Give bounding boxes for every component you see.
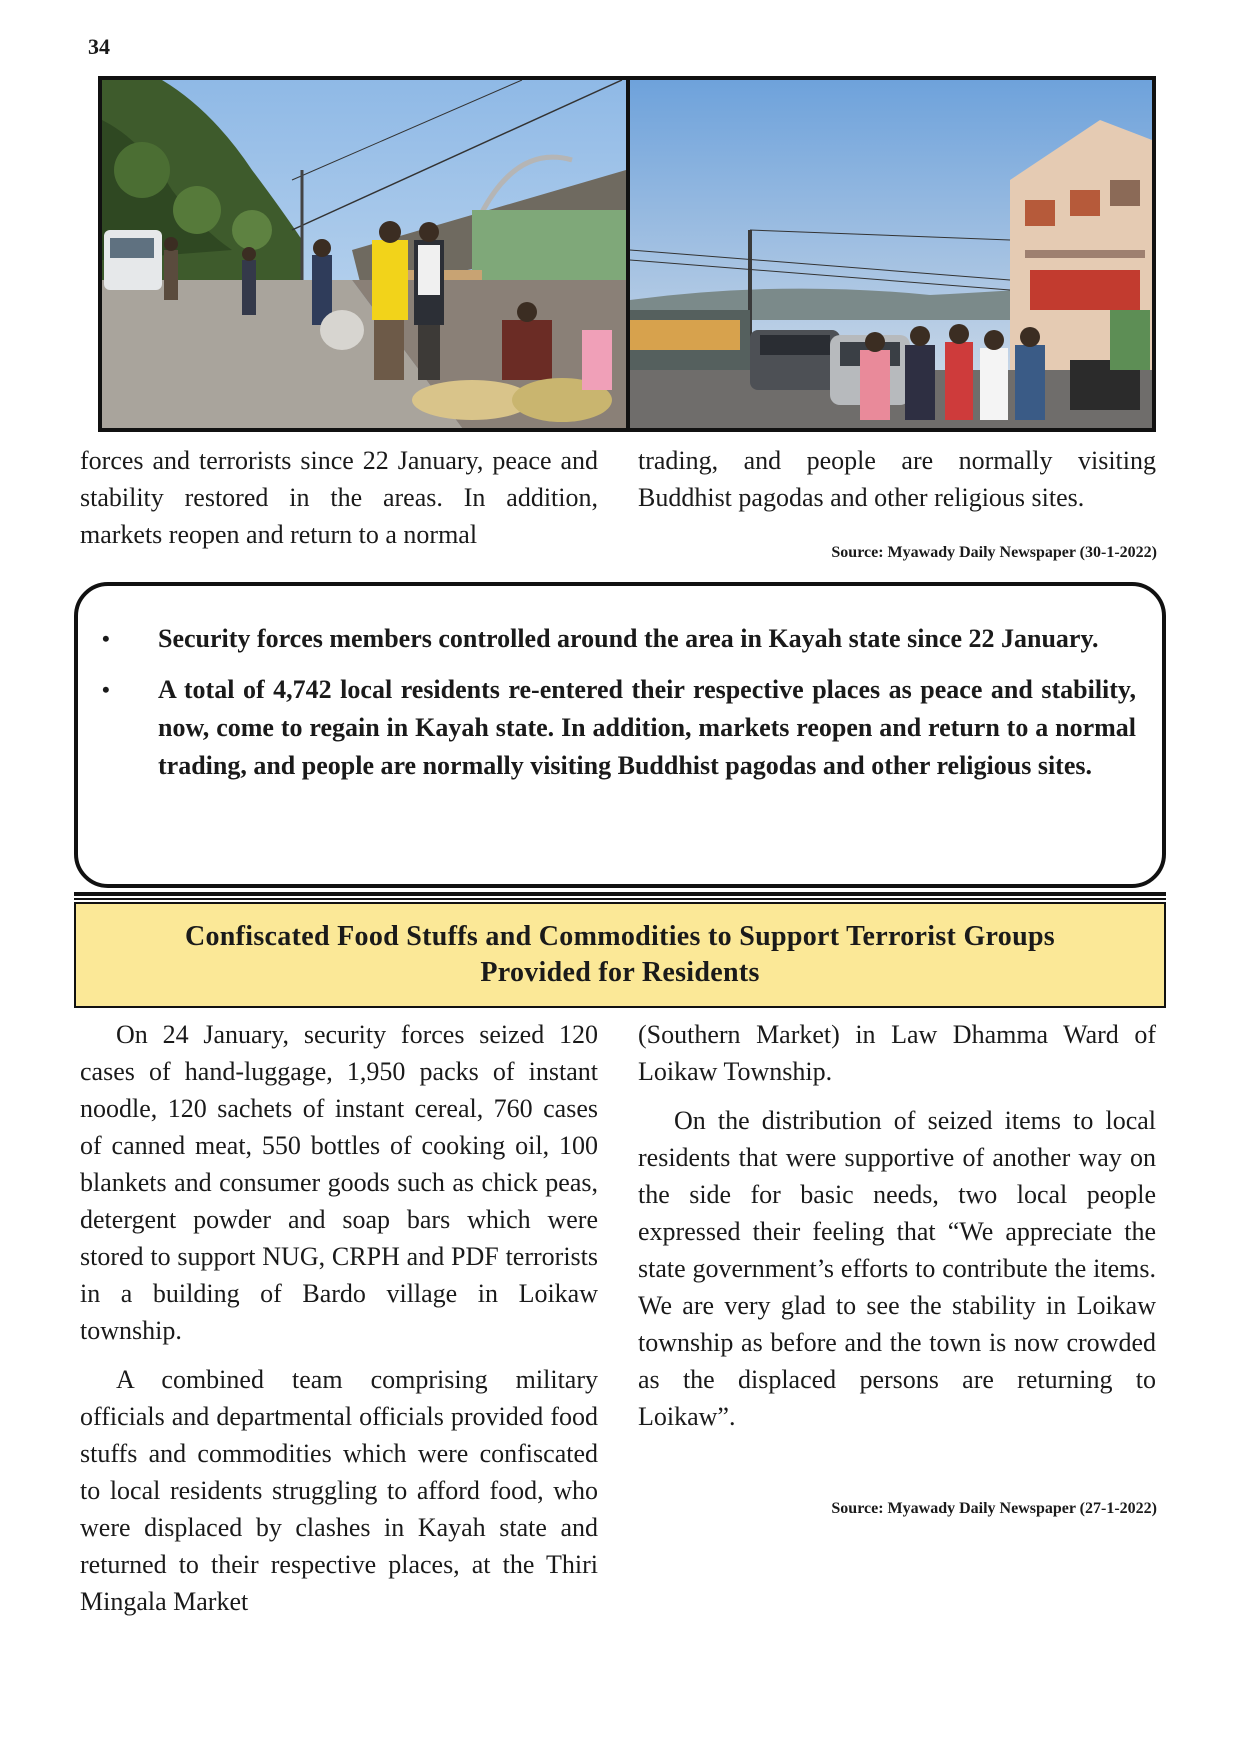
page-number: 34	[88, 34, 110, 59]
article-headline	[74, 902, 1166, 1008]
paragraph: trading, and people are normally visiting Buddhist pagodas and other religious sites.	[638, 446, 1156, 512]
bullet-icon: •	[102, 677, 110, 702]
article-column-right	[638, 1016, 1156, 1447]
paragraph: forces and terrorists since 22 January, peace and stability restored in the areas. In addition, markets reopen and return to a normal	[80, 446, 598, 549]
source-citation: Source: Myawady Daily Newspaper (27-1-2022)	[831, 1500, 1157, 1517]
paragraph: On 24 January, security forces seized 120 cases of hand-luggage, 1,950 packs of instant noodle, 120 sachets of instant cereal, 760 cases of canned meat, 550 bottles of cooking oil, 100 blankets and consumer goods such as chick peas, detergent powder and soap bars which were stored to support NUG, CRPH and PDF terrorists in a building of Bardo village in Loikaw township.	[80, 1020, 598, 1345]
paragraph: On the distribution of seized items to local residents that were supportive of another way on the side for basic needs, two local people expressed their feeling that “We appreciate the state government’s efforts to contribute the items. We are very glad to see the stability in Loikaw township as before and the town is now crowded as the displaced persons are returning to Loikaw”.	[638, 1106, 1156, 1431]
summary-list	[102, 620, 1136, 785]
summary-item	[102, 620, 1136, 658]
summary-box	[74, 582, 1166, 888]
paragraph: (Southern Market) in Law Dhamma Ward of Loikaw Township.	[638, 1020, 1156, 1086]
continued-text-left	[80, 442, 598, 553]
article-column-left	[80, 1016, 598, 1632]
summary-item-text: Security forces members controlled around the area in Kayah state since 22 January.	[158, 624, 1099, 653]
continued-text-right	[638, 442, 1156, 516]
headline-line-2: Provided for Residents	[480, 957, 760, 988]
summary-item-text: A total of 4,742 local residents re-entered their respective places as peace and stability, now, come to regain in Kayah state. In addition, markets reopen and return to a normal trading, and people are normally visiting Buddhist pagodas and other religious sites.	[158, 675, 1136, 780]
bullet-icon: •	[102, 626, 110, 651]
market-photo-left	[98, 76, 630, 432]
section-divider	[74, 898, 1166, 900]
headline-text	[130, 919, 1110, 991]
source-citation: Source: Myawady Daily Newspaper (30-1-2022)	[831, 544, 1157, 561]
summary-item	[102, 671, 1136, 785]
paragraph: A combined team comprising military officials and departmental officials provided food stuffs and commodities which were confiscated to local residents struggling to afford food, who were displaced by clashes in Kayah state and returned to their respective places, at the Thiri Mingala Market	[80, 1365, 598, 1616]
section-divider	[74, 892, 1166, 896]
headline-line-1: Confiscated Food Stuffs and Commodities to Support Terrorist Groups	[184, 921, 1056, 952]
market-photo-right	[626, 76, 1156, 432]
